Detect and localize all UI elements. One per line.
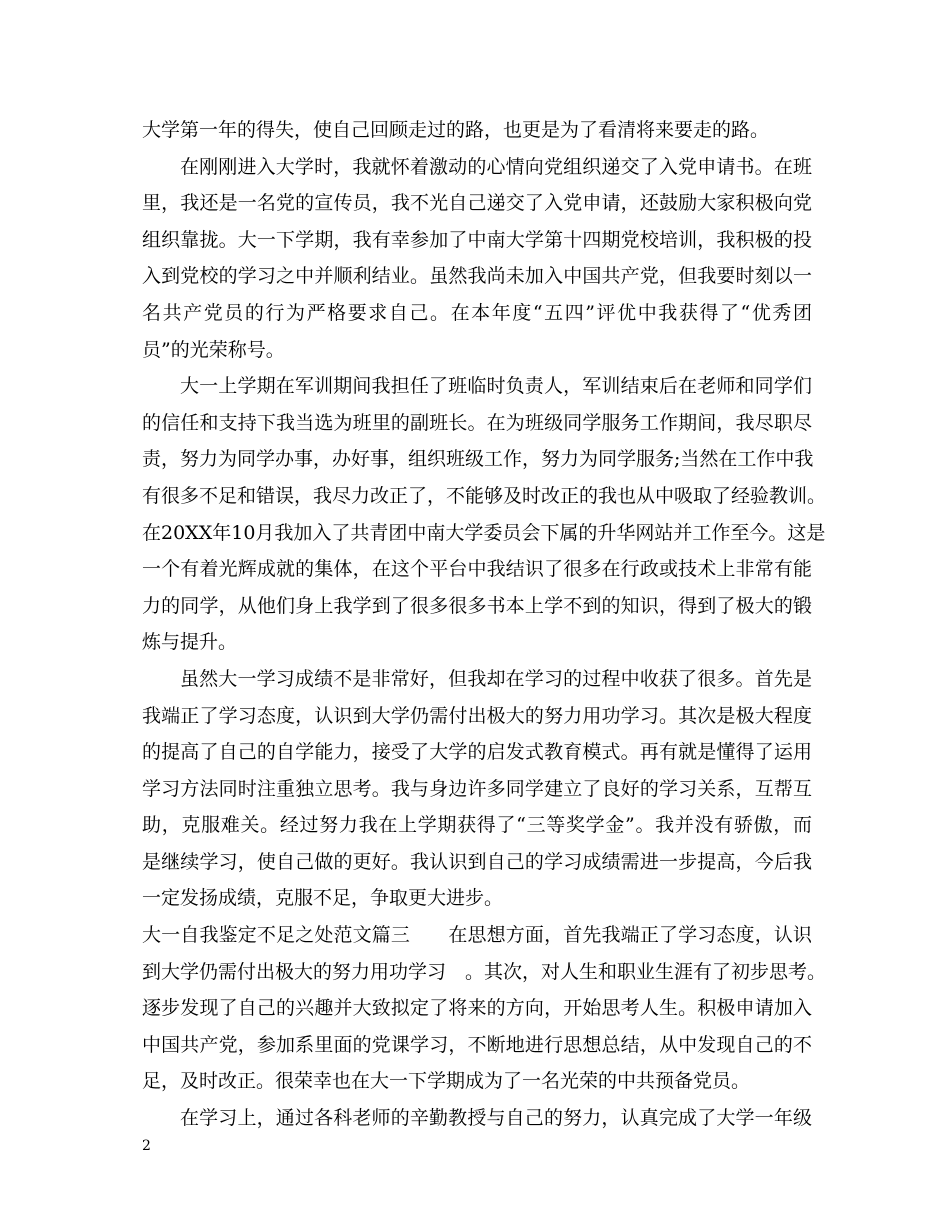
- text-line: 中国共产党，参加系里面的党课学习，不断地进行思想总结，从中发现自己的不: [142, 1033, 812, 1056]
- text-line: 足，及时改正。很荣幸也在大一下学期成为了一名光荣的中共预备党员。: [142, 1070, 751, 1093]
- text-line: 一个有着光辉成就的集体，在这个平台中我结识了很多在行政或技术上非常有能: [142, 558, 812, 581]
- text-line: 名共产党员的行为严格要求自己。在本年度“五四”评优中我获得了“优秀团: [142, 301, 812, 324]
- text-line: 组织靠拢。大一下学期，我有幸参加了中南大学第十四期党校培训，我积极的投: [142, 228, 812, 251]
- text-line: 是继续学习，使自己做的更好。我认识到自己的学习成绩需进一步提高，今后我: [142, 850, 812, 873]
- text-line: 在20XX年10月我加入了共青团中南大学委员会下属的升华网站并工作至今。这是: [142, 521, 826, 544]
- text-line: 里，我还是一名党的宣传员，我不光自己递交了入党申请，还鼓励大家积极向党: [142, 192, 812, 215]
- text-line: 炼与提升。: [142, 631, 238, 654]
- page-number: 2: [142, 1138, 151, 1154]
- text-line: 大学第一年的得失，使自己回顾走过的路，也更是为了看清将来要走的路。: [142, 119, 770, 141]
- text-line: 到大学仍需付出极大的努力用功学习 。其次，对人生和职业生涯有了初步思考。: [142, 960, 827, 983]
- text-line: 的信任和支持下我当选为班里的副班长。在为班级同学服务工作期间，我尽职尽: [142, 411, 812, 434]
- text-line: 大一自我鉴定不足之处范文篇三 在思想方面，首先我端正了学习态度，认识: [142, 924, 812, 947]
- text-line: 大一上学期在军训期间我担任了班临时负责人，军训结束后在老师和同学们: [180, 375, 812, 398]
- text-line: 力的同学，从他们身上我学到了很多很多书本上学不到的知识，得到了极大的锻: [142, 594, 812, 617]
- text-line: 学习方法同时注重独立思考。我与身边许多同学建立了良好的学习关系，互帮互: [142, 777, 812, 800]
- text-line: 助，克服难关。经过努力我在上学期获得了“三等奖学金”。我并没有骄傲，而: [142, 814, 812, 837]
- text-line: 入到党校的学习之中并顺利结业。虽然我尚未加入中国共产党，但我要时刻以一: [142, 265, 812, 288]
- text-line: 员”的光荣称号。: [142, 338, 285, 361]
- text-line: 虽然大一学习成绩不是非常好，但我却在学习的过程中收获了很多。首先是: [180, 667, 812, 690]
- text-line: 我端正了学习态度，认识到大学仍需付出极大的努力用功学习。其次是极大程度: [142, 704, 812, 727]
- text-line: 在学习上，通过各科老师的辛勤教授与自己的努力，认真完成了大学一年级: [180, 1107, 812, 1130]
- text-line: 有很多不足和错误，我尽力改正了，不能够及时改正的我也从中吸取了经验教训。: [142, 484, 827, 507]
- text-line: 一定发扬成绩，克服不足，争取更大进步。: [142, 887, 504, 910]
- text-line: 责，努力为同学办事，办好事，组织班级工作，努力为同学服务;当然在工作中我: [142, 448, 814, 471]
- text-line: 在刚刚进入大学时，我就怀着激动的心情向党组织递交了入党申请书。在班: [180, 155, 812, 178]
- text-line: 逐步发现了自己的兴趣并大致拟定了将来的方向，开始思考人生。积极申请加入: [142, 997, 812, 1020]
- text-line: 的提高了自己的自学能力，接受了大学的启发式教育模式。再有就是懂得了运用: [142, 741, 812, 764]
- body-text: [142, 112, 827, 1137]
